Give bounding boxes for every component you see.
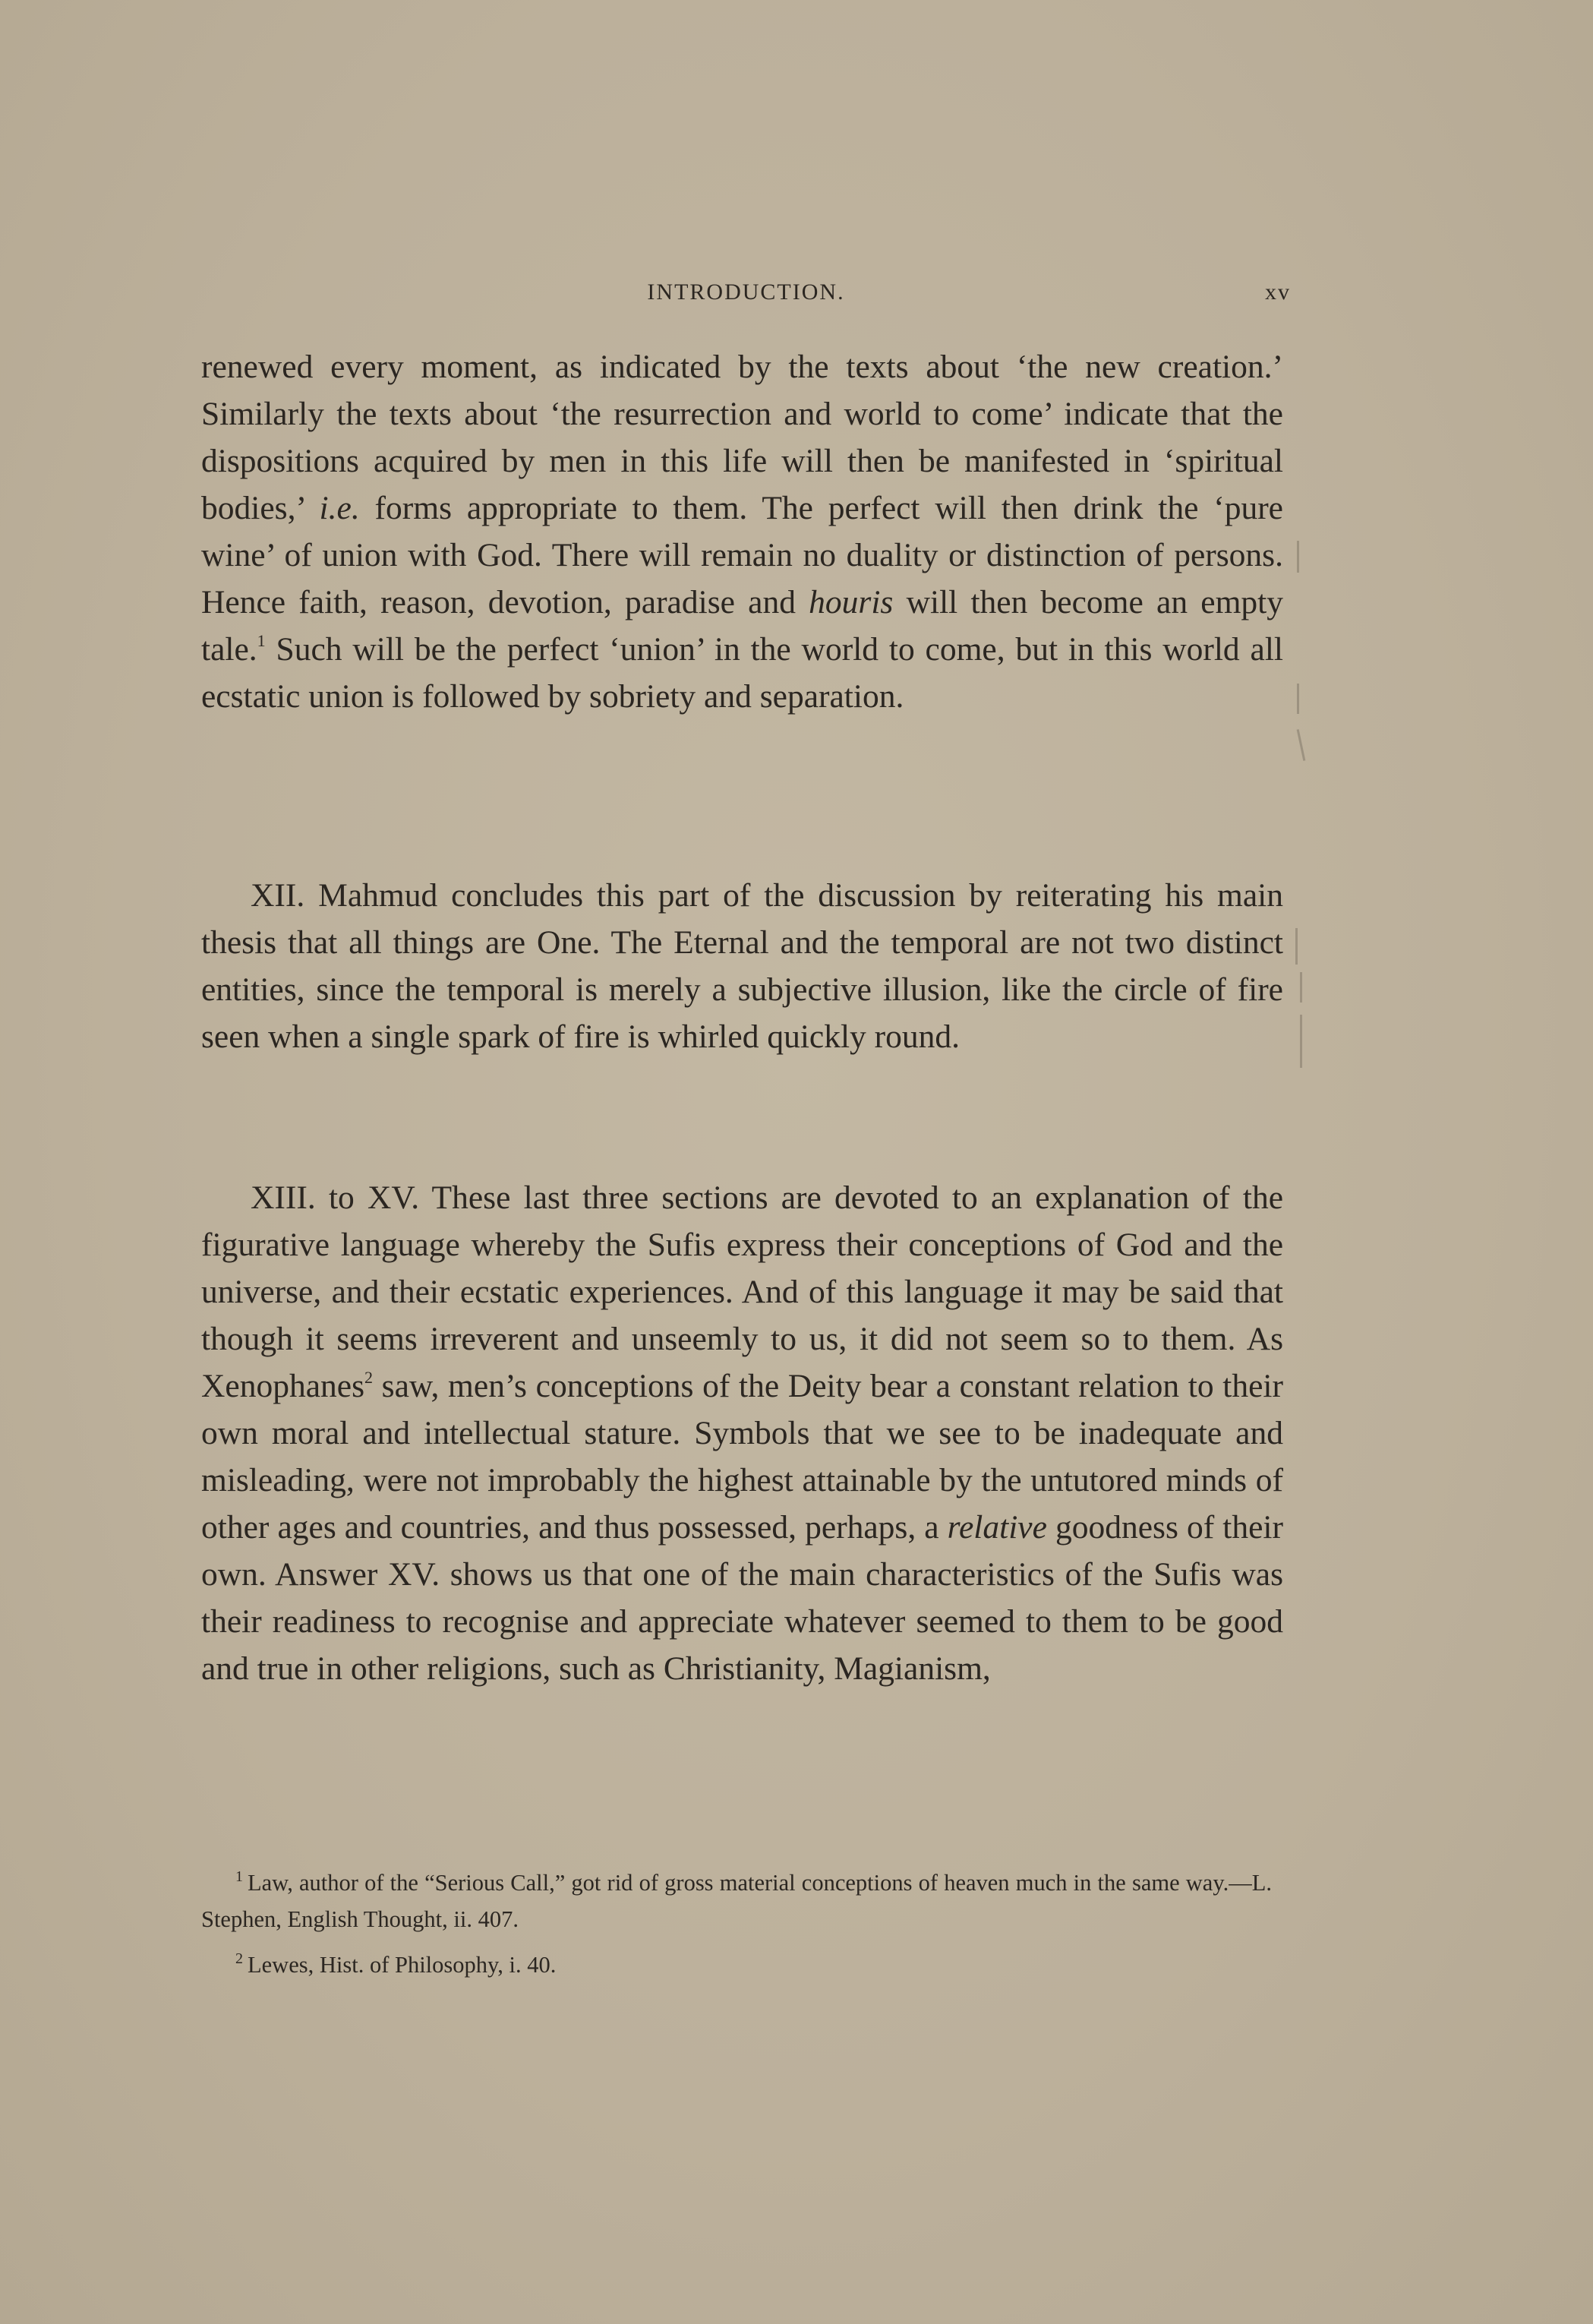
margin-pencil-mark bbox=[1297, 729, 1306, 761]
paragraph-xii bbox=[201, 872, 1283, 1060]
page-number: xv bbox=[1265, 279, 1291, 305]
footnote-mark: 1 bbox=[235, 1868, 243, 1885]
paragraph-text: goodness of their own. Answer XV. shows us that one of the main characteristics of the Sufis was their readiness to recognise and appreciate whatever seemed to them to be good and true in other religions, such as Christianity, Magianism, bbox=[201, 1509, 1283, 1687]
margin-pencil-mark bbox=[1297, 541, 1299, 573]
margin-pencil-mark bbox=[1295, 928, 1298, 965]
footnote-1 bbox=[201, 1865, 1272, 1937]
paragraph-text: XII. Mahmud concludes this part of the discussion by reiterating his main thesis that all things are One. The Eternal and the temporal are not two distinct entities, since the temporal is merely a subjective illusion, like the circle of fire seen when a single spark of fire is whirled quickly round. bbox=[201, 877, 1283, 1055]
paragraph-text: will then become an empty tale. bbox=[201, 584, 1283, 668]
paragraph-text: saw, men’s conceptions of the Deity bear a constant relation to their own moral and intellectual stature. Symbols that we see to be inadequate and misleading, were not improbably the highest attainable by the untutored minds of other ages and countries, and thus possessed, perhaps, a bbox=[201, 1368, 1283, 1546]
paragraph-text: renewed every moment, as indicated by the texts about ‘the new creation.’ Similarly the texts about ‘the resurrection and world to come’ indicate that the dispositions acquired by men in this life will then be manifested in ‘spiritual bodies,’ bbox=[201, 349, 1283, 526]
footnote-mark: 2 bbox=[235, 1950, 243, 1967]
footnote-ref-2: 2 bbox=[364, 1368, 374, 1387]
paragraph-text: forms appropriate to them. The perfect will then drink the ‘pure wine’ of union with God. There will remain no duality or distinction of persons. Hence faith, reason, devotion, paradise and bbox=[201, 490, 1283, 620]
running-title: INTRODUCTION. bbox=[647, 279, 845, 305]
footnote-text: Law, author of the “Serious Call,” got rid of gross material conceptions of heaven much in the same way.—L. Stephen, English Thought, ii. 407. bbox=[201, 1870, 1272, 1932]
italic-relative: relative bbox=[947, 1509, 1047, 1546]
paragraph-continuation bbox=[201, 343, 1283, 720]
paragraph-text: XIII. to XV. These last three sections are devoted to an explanation of the figurative language whereby the Sufis express their conceptions of God and the universe, and their ecstatic experiences. And of this language it may be said that though it seems irreverent and unseemly to us, it did not seem so to them. As Xenophanes bbox=[201, 1179, 1283, 1404]
footnote-text: Lewes, Hist. of Philosophy, i. 40. bbox=[248, 1952, 557, 1978]
italic-houris: houris bbox=[809, 584, 894, 620]
footnote-2 bbox=[201, 1947, 1272, 1983]
footnotes bbox=[201, 1865, 1272, 1992]
italic-ie: i.e. bbox=[319, 490, 360, 526]
paragraph-text: Such will be the perfect ‘union’ in the world to come, but in this world all ecstatic union is followed by sobriety and separation. bbox=[201, 631, 1283, 715]
margin-pencil-mark bbox=[1300, 1015, 1302, 1068]
paragraph-xiii-xv bbox=[201, 1174, 1283, 1692]
margin-pencil-mark bbox=[1300, 972, 1302, 1003]
running-head bbox=[201, 279, 1291, 310]
margin-pencil-mark bbox=[1297, 684, 1299, 714]
footnote-ref-1: 1 bbox=[257, 631, 266, 650]
